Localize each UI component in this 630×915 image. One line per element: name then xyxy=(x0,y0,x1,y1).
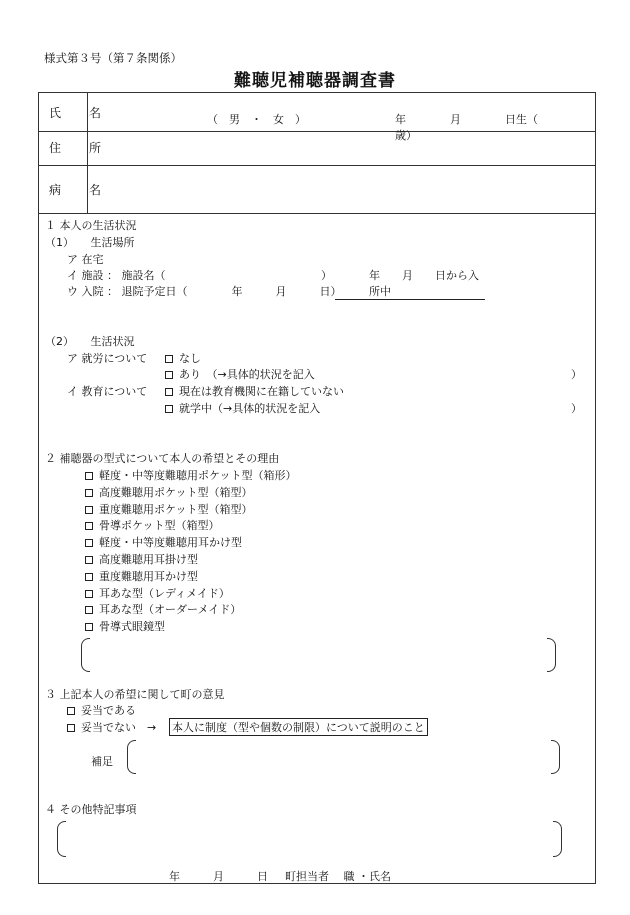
hearing-aid-option[interactable] xyxy=(85,551,198,567)
option-label: なし xyxy=(179,352,201,365)
option-label: 妥当でない → xyxy=(81,721,157,734)
edu-not-enrolled-option[interactable] xyxy=(165,383,344,399)
reason-bracket-right xyxy=(547,638,556,672)
footer-officer[interactable]: 町担当者 職 ・氏名 xyxy=(285,870,391,883)
reason-bracket-left xyxy=(81,638,90,672)
birthdate-field[interactable]: 年 月 日生（ 歳） xyxy=(395,113,593,142)
section4-heading: ４ その他特記事項 xyxy=(45,803,137,816)
checkbox-icon[interactable] xyxy=(85,573,93,581)
footer-date[interactable]: 年 月 日 xyxy=(169,870,268,883)
section1-heading: １ 本人の生活状況 xyxy=(45,219,137,232)
facility-admission-date[interactable]: 年 月 日から入所中 xyxy=(335,267,485,300)
opinion-not-appropriate-option[interactable] xyxy=(67,719,156,735)
hearing-aid-option[interactable] xyxy=(85,534,242,550)
edu-enrolled-option[interactable] xyxy=(165,400,320,416)
living-facility: イ 施設 ： 施設名（ xyxy=(67,269,166,282)
option-label: 耳あな型（オーダーメイド） xyxy=(99,603,242,617)
opinion-appropriate-option[interactable] xyxy=(67,702,136,718)
option-label: 骨導ポケット型（箱型） xyxy=(99,519,220,533)
row-divider xyxy=(39,213,595,214)
checkbox-icon[interactable] xyxy=(85,522,93,530)
form-frame xyxy=(38,92,596,884)
explain-note: 本人に制度（型や個数の制限）について説明のこと xyxy=(169,718,428,736)
checkbox-icon[interactable] xyxy=(67,707,75,715)
option-label: 耳あな型（レディメイド） xyxy=(99,586,230,600)
option-label: 高度難聴用ポケット型（箱型） xyxy=(99,485,253,499)
section2-heading: ２ 補聴器の型式について本人の希望とその理由 xyxy=(45,452,280,465)
section1-sub1: （1） 生活場所 xyxy=(45,236,135,249)
checkbox-icon[interactable] xyxy=(165,405,173,413)
work-yes-option[interactable] xyxy=(165,366,315,382)
checkbox-icon[interactable] xyxy=(85,506,93,514)
hearing-aid-option[interactable] xyxy=(85,467,296,483)
page-title: 難聴児補聴器調査書 xyxy=(234,71,396,91)
hearing-aid-option[interactable] xyxy=(85,501,252,517)
address-label: 住 所 xyxy=(49,141,110,155)
checkbox-icon[interactable] xyxy=(85,539,93,547)
hearing-aid-option[interactable] xyxy=(85,484,252,500)
option-label: 重度難聴用耳かけ型 xyxy=(99,569,198,583)
name-label: 氏 名 xyxy=(49,106,110,120)
option-label: 軽度・中等度難聴用耳かけ型 xyxy=(99,536,242,550)
education-label: イ 教育について xyxy=(67,385,148,398)
living-hospital: ウ 入院 ： 退院予定日（ 年 月 日） xyxy=(67,285,342,298)
section1-sub2: （2） 生活状況 xyxy=(45,335,135,348)
checkbox-icon[interactable] xyxy=(85,623,93,631)
living-home: ア 在宅 xyxy=(67,253,104,266)
form-number-label: 様式第３号（第７条関係） xyxy=(44,51,182,65)
option-label: 現在は教育機関に在籍していない xyxy=(179,385,344,398)
supplement-label: 補足 xyxy=(91,755,113,768)
checkbox-icon[interactable] xyxy=(67,724,75,732)
hearing-aid-option[interactable] xyxy=(85,568,198,584)
work-close-paren: ） xyxy=(571,368,582,381)
checkbox-icon[interactable] xyxy=(165,355,173,363)
option-label: 骨導式眼鏡型 xyxy=(99,620,165,634)
checkbox-icon[interactable] xyxy=(85,472,93,480)
checkbox-icon[interactable] xyxy=(85,489,93,497)
option-label: 重度難聴用ポケット型（箱型） xyxy=(99,502,253,516)
notes-bracket-right xyxy=(553,821,562,857)
work-none-option[interactable] xyxy=(165,350,201,366)
checkbox-icon[interactable] xyxy=(165,388,173,396)
option-label: 軽度・中等度難聴用ポケット型（箱形） xyxy=(99,469,297,482)
supplement-bracket-right xyxy=(551,740,560,774)
option-label: あり （→具体的状況を記入 xyxy=(179,368,315,381)
option-label: 高度難聴用耳掛け型 xyxy=(99,553,198,566)
disease-label: 病 名 xyxy=(49,183,110,197)
facility-close-paren: ） xyxy=(321,269,332,282)
work-label: ア 就労について xyxy=(67,352,148,365)
option-label: 妥当である xyxy=(81,704,136,717)
hearing-aid-option[interactable] xyxy=(85,601,241,617)
checkbox-icon[interactable] xyxy=(85,556,93,564)
checkbox-icon[interactable] xyxy=(165,371,173,379)
hearing-aid-option[interactable] xyxy=(85,517,219,533)
hearing-aid-option[interactable] xyxy=(85,585,230,601)
checkbox-icon[interactable] xyxy=(85,606,93,614)
section3-heading: ３ 上記本人の希望に関して町の意見 xyxy=(45,688,225,701)
edu-close-paren: ） xyxy=(571,402,582,415)
option-label: 就学中（→具体的状況を記入 xyxy=(179,402,321,415)
row-divider xyxy=(39,165,595,166)
gender-field[interactable]: （ 男 ・ 女 ） xyxy=(207,113,306,126)
notes-bracket-left xyxy=(57,821,66,857)
hearing-aid-option[interactable] xyxy=(85,618,165,634)
checkbox-icon[interactable] xyxy=(85,590,93,598)
supplement-bracket-left xyxy=(127,740,136,774)
